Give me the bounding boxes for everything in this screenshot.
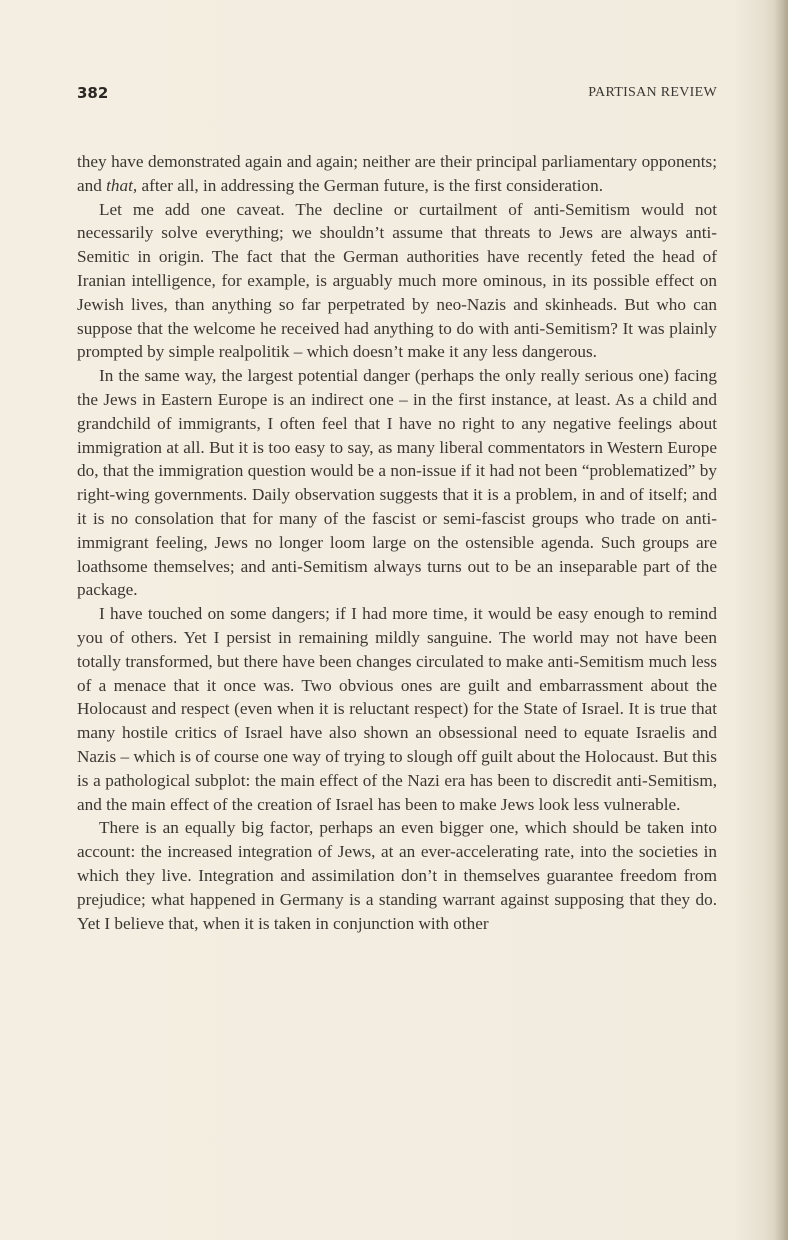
paragraph-2: Let me add one caveat. The decline or curtailment of anti-Semitism would not necessarily solve everything; we shouldn’t assume that threats to Jews are always anti-Semitic in origin. The fact that the German authorities have recently feted the head of Iranian intelligence, for example, is arguably much more ominous, in its possible effect on Jewish lives, than anything so far perpetrated by neo-Nazis and skinheads. But who can suppose that the welcome he received had anything to do with anti-Semitism? It was plainly prompted by simple realpolitik – which doesn’t make it any less dangerous. — [77, 199, 717, 362]
paragraph-1-text-after: after all, in addressing the German future, is the first consideration. — [137, 175, 603, 195]
paragraph-4: I have touched on some dangers; if I had more time, it would be easy enough to remind you of others. Yet I persist in remaining mildly sanguine. The world may not have been totally transformed, but there have been changes circulated to make anti-Semitism much less of a menace that it once was. Two obvious ones are guilt and embarrassment about the Holocaust and respect (even when it is reluctant respect) for the State of Israel. It is true that many hostile critics of Israel have also shown an obsessional need to equate Israelis and Nazis – which is of course one way of trying to slough off guilt about the Holocaust. But this is a pathological subplot: the main effect of the Nazi era has been to discredit anti-Semitism, and the main effect of the creation of Israel has been to make Jews look less vulnerable. — [77, 604, 717, 814]
paragraph-5: There is an equally big factor, perhaps an even bigger one, which should be taken into account: the increased integration of Jews, at an ever-accelerating rate, into the societies in which they live. Integration and assimilation don’t in themselves guarantee freedom from prejudice; what happened in Germany is a standing warrant against supposing that they do. Yet I believe that, when it is taken in conjunction with other — [77, 818, 717, 933]
running-head: PARTISAN REVIEW — [588, 85, 717, 100]
page-header — [77, 84, 717, 108]
paragraph-1-text-before: they have demonstrated again and again; neither are their principal parliamentary opponents; and — [77, 152, 717, 195]
paragraph-3: In the same way, the largest potential danger (perhaps the only really serious one) facing the Jews in Eastern Europe is an indirect one – in the first instance, at least. As a child and grandchild of immigrants, I often feel that I have no right to any negative feelings about immigration at all. But it is too easy to say, as many liberal commentators in Western Europe do, that the immigration question would be a non-issue if it had not been “problematized” by right-wing governments. Daily observation suggests that it is a problem, in and of itself; and it is no consolation that for many of the fascist or semi-fascist groups who trade on anti-immigrant feeling, Jews no longer loom large on the ostensible agenda. Such groups are loathsome themselves; and anti-Semitism always turns out to be an inseparable part of the package. — [77, 366, 717, 600]
paragraph-1 — [77, 150, 717, 198]
page-number: 382 — [77, 84, 109, 102]
body-text — [77, 150, 717, 935]
page-edge-shadow — [774, 0, 788, 1240]
paragraph-1-emphasis: that, — [106, 175, 138, 195]
